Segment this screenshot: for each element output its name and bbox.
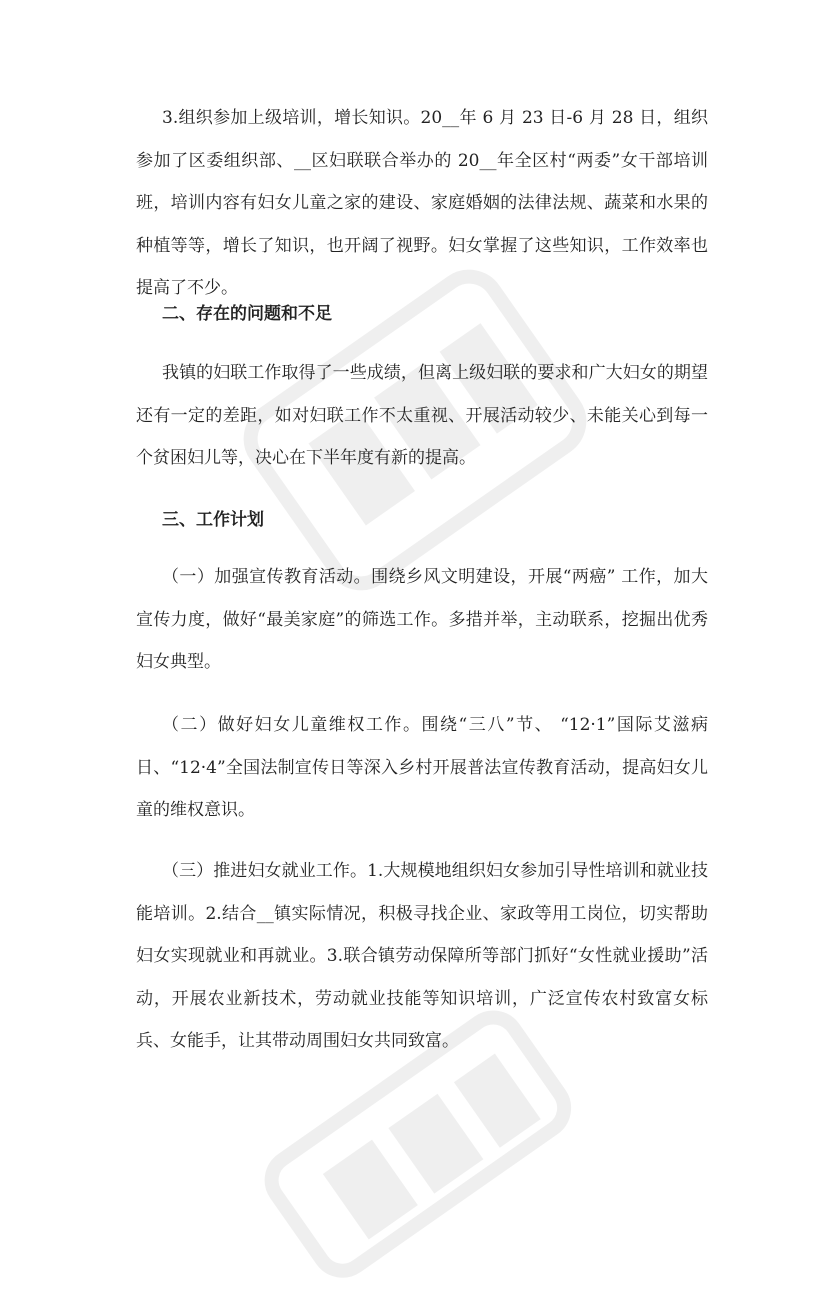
- section-heading-problems: 二、存在的问题和不足: [162, 304, 332, 324]
- paragraph-plan-3: （三）推进妇女就业工作。1.大规模地组织妇女参加引导性培训和就业技能培训。2.结合__镇实际情况，积极寻找企业、家政等用工岗位，切实帮助妇女实现就业和再就业。3.联合镇劳动保障所等部门抓好“女性就业援助”活动，开展农业新技术，劳动就业技能等知识培训，广泛宣传农村致富女标兵、女能手，让其带动周围妇女共同致富。: [136, 861, 708, 1051]
- paragraph-problems: 我镇的妇联工作取得了一些成绩，但离上级妇联的要求和广大妇女的期望还有一定的差距，如对妇联工作不太重视、开展活动较少、未能关心到每一个贫困妇儿等，决心在下半年度有新的提高。: [136, 363, 708, 468]
- paragraph-plan-2: （二）做好妇女儿童维权工作。围绕“三八”节、 “12·1”国际艾滋病日、“12·4”全国法制宣传日等深入乡村开展普法宣传教育活动，提高妇女儿童的维权意识。: [136, 715, 708, 820]
- paragraph-training: 3.组织参加上级培训，增长知识。20__年 6 月 23 日-6 月 28 日，组织参加了区委组织部、__区妇联联合举办的 20__年全区村“两委”女干部培训班，培训内容有妇女儿童之家的建设、家庭婚姻的法律法规、蔬菜和水果的种植等等，增长了知识，也开阔了视野。妇女掌握了这些知识，工作效率也提高了不少。: [136, 108, 708, 298]
- section-heading-plan: 三、工作计划: [162, 510, 264, 530]
- paragraph-plan-1: （一）加强宣传教育活动。围绕乡风文明建设，开展“两癌” 工作，加大宣传力度，做好“最美家庭”的筛选工作。多措并举，主动联系，挖掘出优秀妇女典型。: [136, 567, 708, 672]
